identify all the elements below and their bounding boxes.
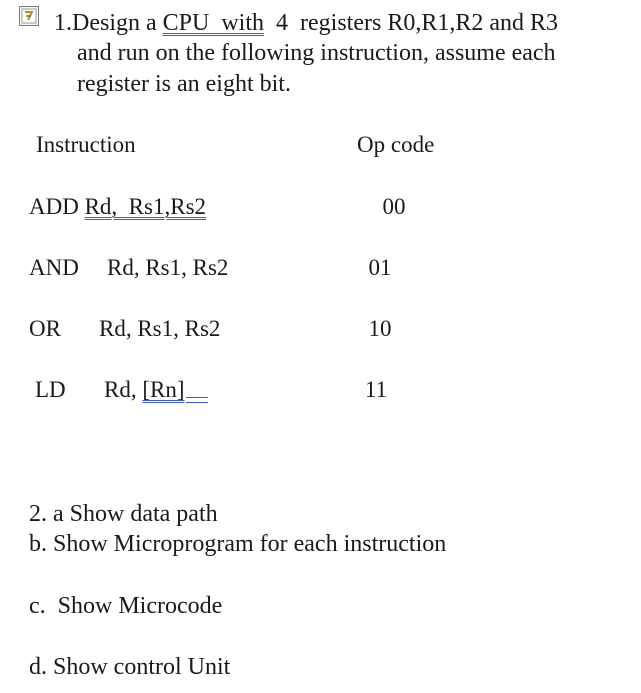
object-anchor-icon[interactable] bbox=[19, 6, 39, 26]
opcode: 10 bbox=[368, 316, 392, 341]
mnemonic: OR bbox=[29, 316, 61, 341]
question-1-line-2: and run on the following instruction, assume each bbox=[77, 40, 556, 66]
instruction-row bbox=[29, 193, 206, 221]
instruction-row bbox=[29, 254, 79, 282]
instruction-row bbox=[29, 315, 61, 343]
mnemonic: ADD bbox=[29, 194, 79, 219]
question-number: 1. bbox=[54, 10, 72, 36]
proofing-underlined-phrase: CPU with bbox=[162, 10, 265, 36]
operands: Rd, Rs1, Rs2 bbox=[99, 316, 221, 341]
mnemonic: AND bbox=[29, 255, 79, 280]
opcode: 11 bbox=[364, 377, 388, 402]
question-1-line-3: register is an eight bit. bbox=[77, 71, 291, 97]
question-text-prefix: Design a bbox=[72, 10, 163, 36]
operands-underlined: [Rn] bbox=[142, 377, 185, 402]
task-b: b. Show Microprogram for each instruction bbox=[29, 531, 447, 557]
proofing-underline-trail bbox=[186, 397, 208, 403]
task-c: c. Show Microcode bbox=[29, 593, 223, 619]
header-opcode: Op code bbox=[357, 132, 435, 157]
opcode: 00 bbox=[382, 194, 406, 219]
opcode: 01 bbox=[368, 255, 392, 280]
question-1-line-1 bbox=[54, 8, 558, 38]
task-d: d. Show control Unit bbox=[29, 654, 231, 680]
header-instruction: Instruction bbox=[36, 132, 136, 157]
operands: Rd, Rs1,Rs2 bbox=[84, 194, 207, 219]
operands bbox=[104, 376, 208, 404]
instruction-row bbox=[35, 376, 66, 404]
operands: Rd, Rs1, Rs2 bbox=[107, 255, 229, 280]
task-a: 2. a Show data path bbox=[29, 501, 218, 527]
mnemonic: LD bbox=[35, 377, 66, 402]
question-text-suffix: 4 registers R0,R1,R2 and R3 bbox=[264, 10, 559, 36]
operands-plain: Rd, bbox=[104, 377, 143, 402]
